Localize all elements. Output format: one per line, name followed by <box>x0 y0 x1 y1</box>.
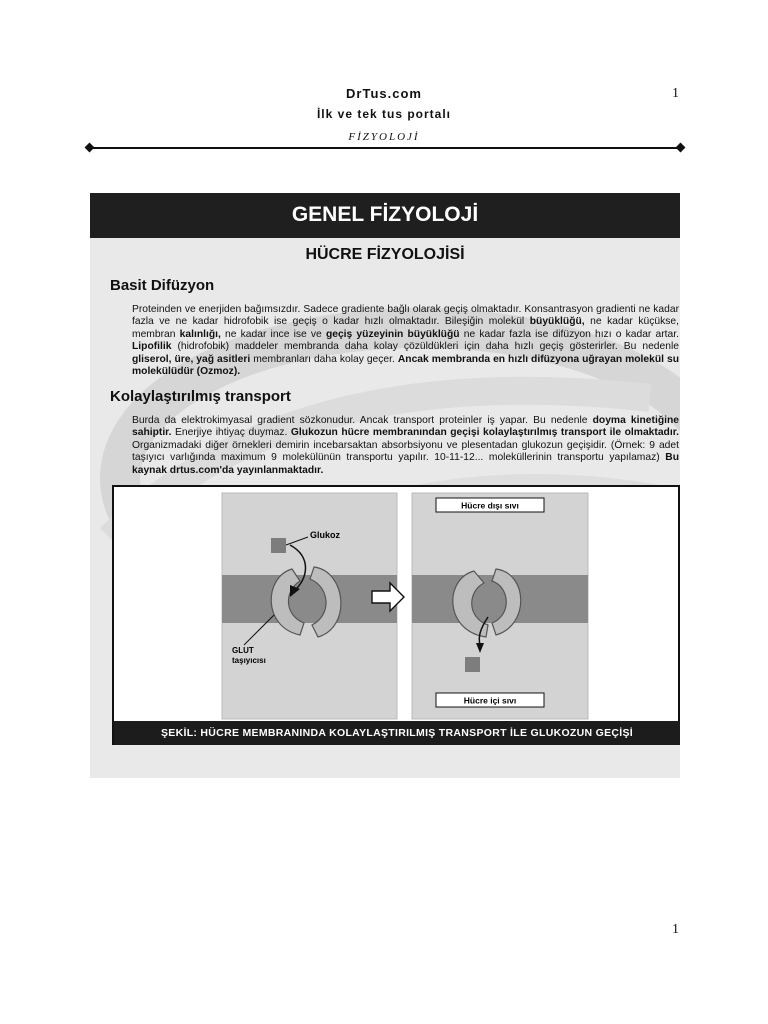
intracellular-label: Hücre içi sıvı <box>463 695 517 706</box>
text-run: ne kadar ince ise ve <box>220 328 326 340</box>
text-run: Enerjiye ihtiyaç duymaz. <box>171 427 291 439</box>
figure-caption: ŞEKİL: HÜCRE MEMBRANINDA KOLAYLAŞTIRILMIŞ TRANSPORT İLE GLUKOZUN GEÇİŞİ <box>160 727 634 739</box>
left-glucose-square <box>271 538 286 553</box>
text-run: Burda da elektrokimyasal gradient sözkonudur. Ancak transport proteinler iş yapar. Bu nedenle <box>132 415 593 426</box>
glut-label-line2: taşıyıcısı <box>232 656 266 665</box>
text-run: (hidrofobik) maddeler membranda daha kolay çözüldükleri için daha hızlı geçiş gösterirler. Bu nedenle <box>171 341 679 353</box>
text-run: büyüklüğü, <box>529 316 585 328</box>
page-number-top: 1 <box>672 86 679 101</box>
main-title: GENEL FİZYOLOJİ <box>291 203 479 226</box>
text-run: Bu kaynak drtus.com'da yayınlanmaktadır. <box>132 452 679 476</box>
site-title: DrTus.com <box>346 86 422 101</box>
text-run: kalınlığı, <box>179 328 221 340</box>
text-run: Lipofilik <box>132 341 172 353</box>
glucose-label: Glukoz <box>310 530 341 540</box>
text-run: ne kadar küçükse, membran <box>132 316 679 340</box>
text-run: Ancak membranda en hızlı difüzyona uğrayan molekül su molekülüdür (Ozmoz). <box>132 353 679 378</box>
text-run: geçiş yüzeyinin büyüklüğü <box>325 328 460 340</box>
section-heading-kolaylastirilmis-transport: Kolaylaştırılmış transport <box>110 388 291 405</box>
divider-diamond-left <box>85 143 95 153</box>
section-paragraph-basit-difuzyon <box>132 304 679 378</box>
text-run: doyma kinetiğine sahiptir. <box>132 415 679 439</box>
text-run: gliserol, üre, yağ asitleri <box>132 353 251 365</box>
section-paragraph-kolaylastirilmis-transport <box>132 415 679 477</box>
divider-diamond-right <box>676 143 686 153</box>
text-run: Glukozun hücre membranından geçişi kolaylaştırılmış transport ile olmaktadır. <box>290 427 679 439</box>
text-run: Proteinden ve enerjiden bağımsızdır. Sadece gradiente bağlı olarak geçiş olmaktadır. Konsantrasyon gradienti ne kadar fazla ve ne kadar hidrofobik ise geçiş o kadar hızlı olmaktadır. Bileşiğin molekül <box>132 304 679 328</box>
glut-label-line1: GLUT <box>232 646 254 655</box>
sub-title: HÜCRE FİZYOLOJİSİ <box>305 246 465 263</box>
left-membrane <box>222 575 397 623</box>
extracellular-label: Hücre dışı sıvı <box>461 500 519 511</box>
text-run: ne kadar fazla ise difüzyon hızı o kadar artar. <box>459 328 679 340</box>
right-glucose-square <box>465 657 480 672</box>
text-run: membranları daha kolay geçer. <box>250 353 398 365</box>
section-heading-basit-difuzyon: Basit Difüzyon <box>110 277 215 294</box>
section-label: FİZYOLOJİ <box>348 131 420 143</box>
glut-transport-diagram <box>114 487 678 721</box>
page-number-bottom: 1 <box>672 922 679 937</box>
header-divider <box>90 147 680 149</box>
site-subtitle: İlk ve tek tus portalı <box>316 107 452 121</box>
text-run: Organizmadaki diğer örnekleri demirin incebarsaktan absorbsiyonu ve plesentadan glukozun geçişidir. (Örnek: 9 adet taşıyıcı varlığında maximum 9 molekülünün transportu yapılır. 10-11-12... moleküllerinin transportu yapılamaz) <box>132 439 679 464</box>
